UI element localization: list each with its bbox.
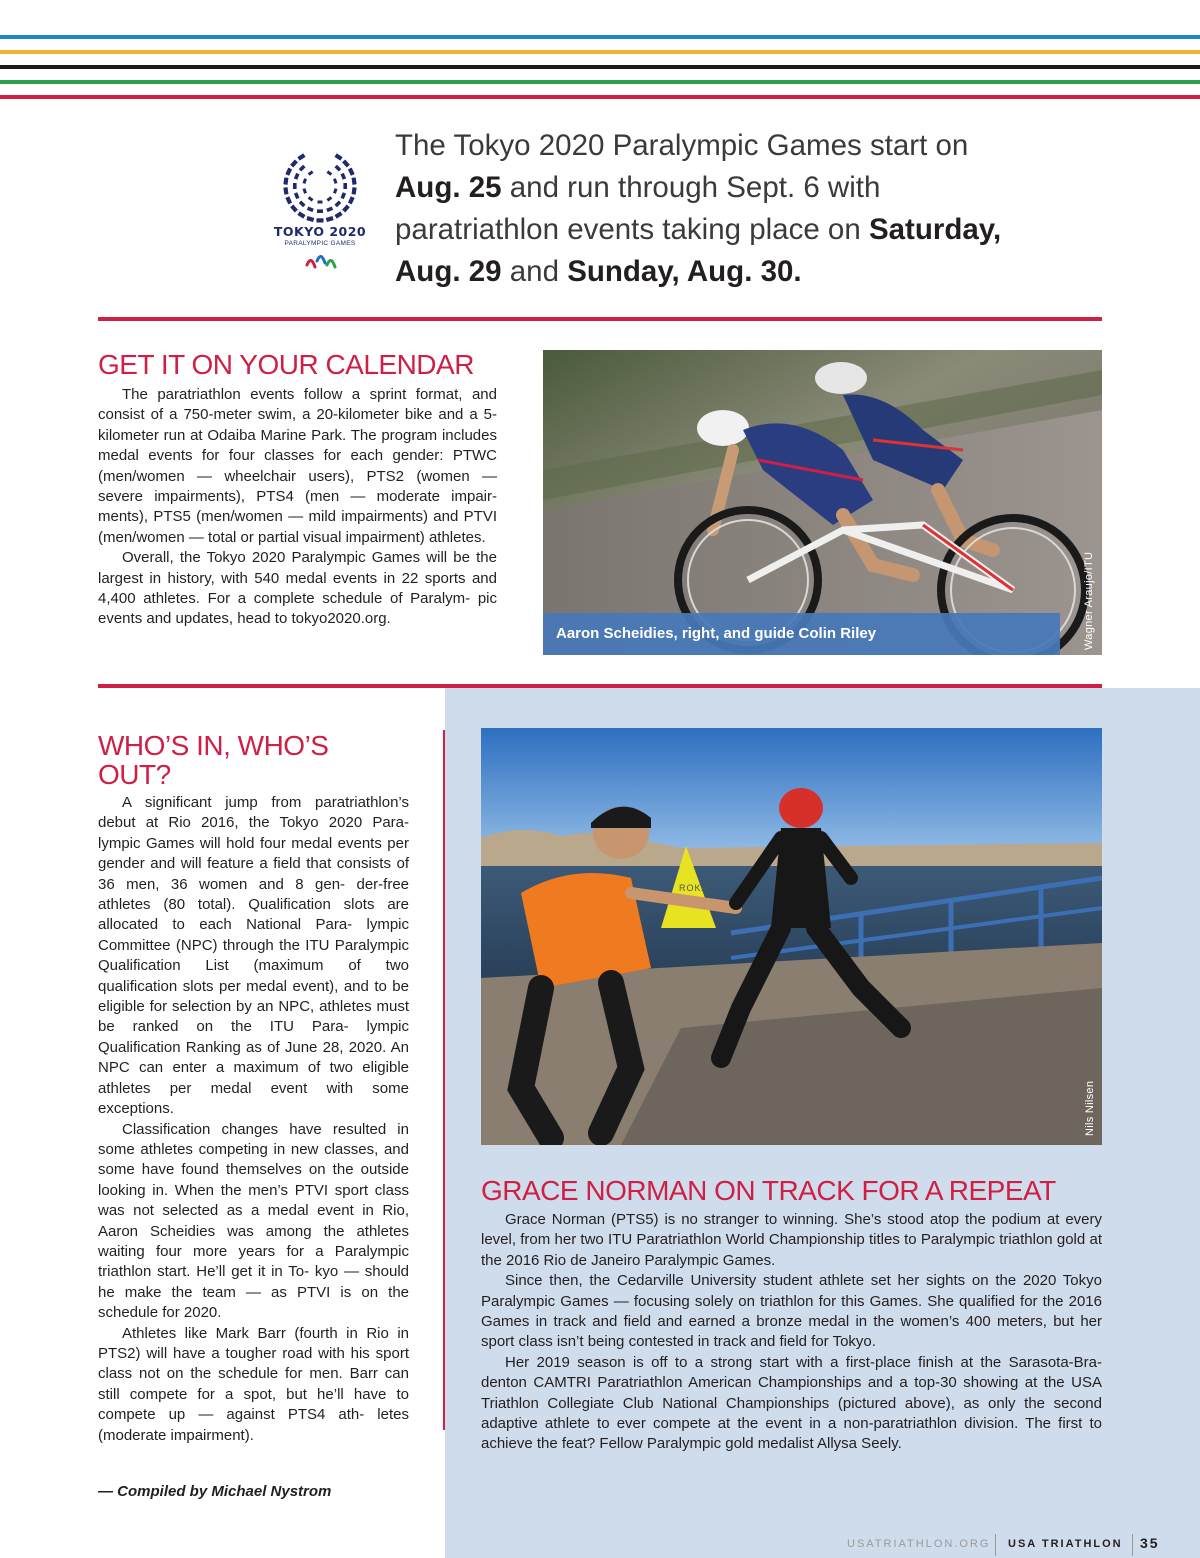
intro-text: and — [501, 255, 568, 288]
intro-date-saturday: Saturday, Aug. 29 — [395, 213, 1002, 288]
emblem-check — [334, 153, 342, 160]
emblem-check — [334, 165, 341, 172]
emblem-check — [285, 168, 292, 176]
photo-caption: Aaron Scheidies, right, and guide Colin Riley — [556, 625, 877, 642]
footer-divider — [1132, 1534, 1133, 1556]
emblem-check — [308, 170, 314, 175]
grace-paragraph: Since then, the Cedarville University student athlete set her sights on the 2020 Tokyo Paralympic Games — focusing solely on triathlon for this Games. She qualified for the 2016 Games in track and field and earned a bronze medal in the women’s 400 meters, but her sport class isn’t being contested in track and field for Tokyo. — [481, 1272, 1102, 1351]
intro-date-sunday: Sunday, Aug. 30. — [567, 255, 802, 288]
footer-magazine: USA TRIATHLON — [1008, 1538, 1123, 1550]
emblem-check — [290, 204, 298, 212]
column-divider — [443, 730, 445, 1430]
emblem-check — [294, 173, 300, 180]
emblem-check — [283, 177, 288, 185]
logo-title: TOKYO 2020 — [273, 224, 367, 239]
whos-in-heading-line: OUT? — [98, 759, 171, 790]
emblem-check — [303, 188, 307, 194]
emblem-check — [317, 209, 323, 213]
grace-paragraph: Grace Norman (PTS5) is no stranger to winning. She’s stood atop the podium at every level, from her two ITU Paratriathlon World Championship titles to Paralympic triathlon gold at the 2016 Rio de Janeiro Paralympic Games. — [481, 1211, 1102, 1269]
photo-caption-box — [543, 613, 1060, 655]
emblem-check — [326, 196, 332, 201]
emblem-check — [294, 192, 300, 199]
intro-headline — [395, 125, 1005, 293]
intro-text: and run through Sept. 6 with paratriathlon events taking place on — [395, 171, 881, 246]
intro-text: The Tokyo 2020 Paralympic Games start on — [395, 129, 969, 162]
calendar-paragraph: The paratriathlon events follow a sprint format, and consist of a 750-meter swim, a 20-kilometer bike and a 5-kilometer run at Odaiba Marine Park. The program includes medal events for four classes for each gender: PTWC (men/women — wheelchair users), PTS2 (women — severe impairments), PTS4 (men — moderate impair- ments), PTS5 (men/women — mild impairments) and PTVI (men/women — total or partial visual impairment) athletes. — [98, 386, 497, 546]
emblem-check — [352, 177, 357, 185]
section-divider — [98, 317, 1102, 321]
whos-in-body — [98, 793, 409, 1446]
photo-credit: Nils Nilsen — [1084, 1080, 1096, 1136]
emblem-check — [299, 165, 306, 172]
emblem-check — [317, 218, 324, 222]
emblem-check — [299, 200, 306, 207]
agitos-icon — [303, 251, 339, 275]
stripe-yellow — [0, 50, 1200, 54]
emblem-check — [297, 153, 305, 160]
emblem-check — [333, 178, 337, 184]
page-number: 35 — [1140, 1535, 1160, 1551]
whos-in-paragraph: Athletes like Mark Barr (fourth in Rio in PTS2) will have a tougher road with his sport class not on the schedule for men. Barr can still compete for a spot, but he’ll have to compete up — against PTS4 ath- letes (moderate impairment). — [98, 1324, 409, 1444]
emblem-check — [308, 196, 314, 201]
emblem-check — [326, 206, 333, 212]
tandem-cycling-image — [543, 350, 1102, 655]
stripe-black — [0, 65, 1200, 69]
emblem-check — [285, 196, 292, 204]
author-signature: — Compiled by Michael Nystrom — [98, 1483, 332, 1500]
whos-in-heading-line: WHO’S IN, WHO’S — [98, 730, 329, 761]
footer-site: USATRIATHLON.ORG — [847, 1538, 991, 1550]
emblem-check — [290, 159, 298, 167]
emblem-check — [348, 196, 355, 204]
emblem-check — [334, 211, 342, 218]
emblem-check — [303, 178, 307, 184]
calendar-body — [98, 385, 497, 630]
emblem-check — [318, 201, 323, 204]
grace-heading: GRACE NORMAN ON TRACK FOR A REPEAT — [481, 1175, 1056, 1206]
emblem-check — [326, 170, 332, 175]
emblem-check — [342, 159, 350, 167]
swim-exit-image — [481, 728, 1102, 1145]
emblem-check — [297, 211, 305, 218]
emblem-check — [352, 187, 357, 195]
calendar-heading: GET IT ON YOUR CALENDAR — [98, 349, 474, 380]
whos-in-paragraph: Classification changes have resulted in some athletes competing in new classes, and some have found themselves on the outside looking in. When the men’s PTVI sport class was not selected as a medal event in Rio, Aaron Scheidies was among the athletes waiting four more years for a Paralympic triathlon start. He’ll get it in To- kyo — should he make the team — as PTVI is on the schedule for 2020. — [98, 1120, 409, 1322]
grace-body — [481, 1210, 1102, 1455]
calendar-paragraph: Overall, the Tokyo 2020 Paralympic Games will be the largest in history, with 540 medal events in 22 sports and 4,400 athletes. For a complete schedule of Paralym- pic events and updates, head to tokyo2020.org. — [98, 549, 497, 628]
photo-credit: Wagner Araujo/ITU — [1083, 551, 1095, 650]
emblem-check — [343, 183, 347, 189]
logo-subtitle: PARALYMPIC GAMES — [284, 240, 356, 247]
stripe-red — [0, 95, 1200, 99]
emblem-check — [348, 168, 355, 176]
emblem-check — [340, 192, 346, 199]
stripe-blue — [0, 35, 1200, 39]
emblem-check — [340, 173, 346, 180]
emblem-check — [334, 200, 341, 207]
tandem-cycling-photo — [543, 350, 1102, 655]
emblem-check — [293, 183, 297, 189]
grace-paragraph: Her 2019 season is off to a strong start with a first-place finish at the Sarasota-Bra- denton CAMTRI Paratriathlon American Championships and a top-30 showing at the USA Triathlon Collegiate Club National Championships (pictured above), as only the second adaptive athlete to ever compete at the event in a non-paratriathlon division. The first to achieve the feat? Fellow Paralympic gold medalist Allysa Seely. — [481, 1353, 1102, 1453]
emblem-check — [306, 216, 314, 222]
emblem-check — [342, 204, 350, 212]
intro-date-start: Aug. 25 — [395, 171, 502, 204]
whos-in-paragraph: A significant jump from paratriathlon’s debut at Rio 2016, the Tokyo 2020 Para- lympic Games will hold four medal events per gender and will feature a field that consists of 36 men, 36 women and 8 gen- der-free athletes (80 total). Qualification slots are allocated to each National Para- lympic Committee (NPC) through the ITU Paralympic Qualification List (maximum of two qualification slots per medal event), and to be eligible for selection by an NPC, athletes must be ranked on the ITU Para- lympic Qualification Ranking as of June 28, 2020. An NPC can enter a maximum of two eligible athletes per medal event with some exceptions. — [98, 794, 409, 1118]
emblem-check — [333, 188, 337, 194]
whos-in-heading — [98, 731, 329, 789]
checkered-emblem-icon — [282, 148, 358, 224]
footer-divider — [995, 1534, 996, 1556]
emblem-check — [326, 216, 334, 222]
emblem-check — [283, 187, 288, 195]
buoy-brand-text: ROKA — [679, 883, 709, 893]
tokyo-2020-paralympic-logo — [270, 148, 370, 283]
grace-norman-photo — [481, 728, 1102, 1145]
stripe-green — [0, 80, 1200, 84]
emblem-check — [307, 206, 314, 212]
